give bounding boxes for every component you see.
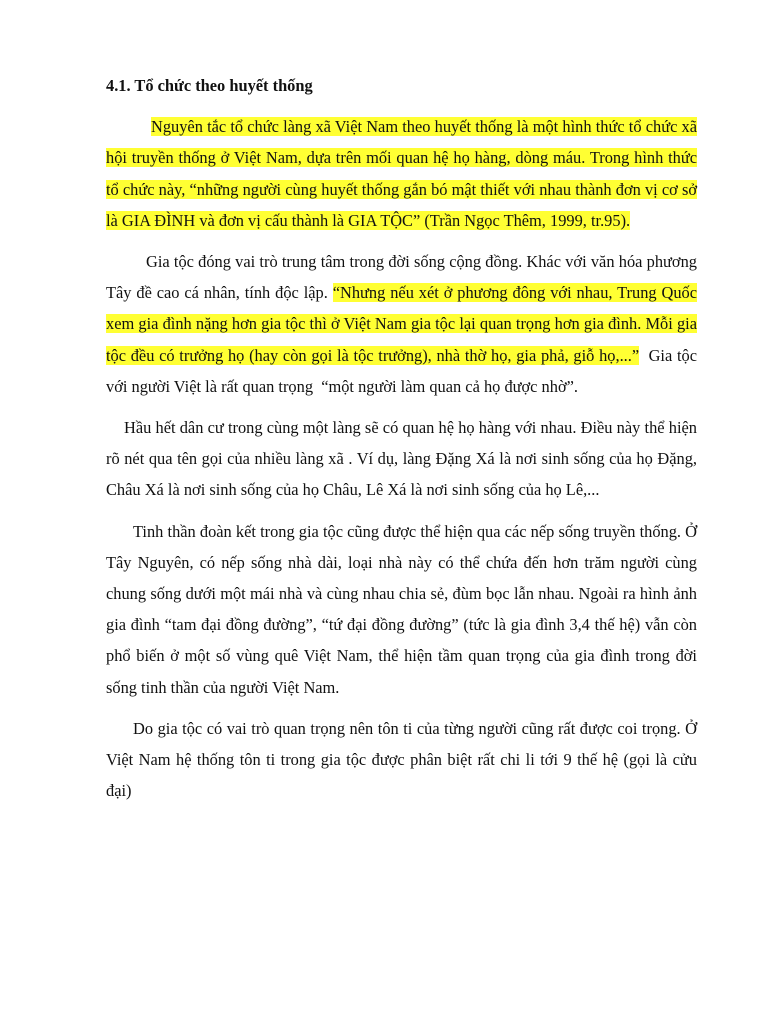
paragraph-2-intro: Gia tộc đóng vai trò trung tâm trong đời sống cộng đồng. Khác với văn hóa phương Tây đề cao cá nhân, tính độc lập. — [106, 252, 697, 303]
highlighted-text-1: Nguyên tắc tổ chức làng xã Việt Nam theo huyết thống là một hình thức tổ chức xã hội truyền thống ở Việt Nam, dựa trên mối quan hệ họ hàng, dòng máu. Trong hình thức tổ chức này, “những người cùng huyết thống gắn bó mật thiết với nhau thành đơn vị cơ sở là GIA ĐÌNH và đơn vị cấu thành là GIA TỘC” (Trần Ngọc Thêm, 1999, tr.95). — [106, 117, 697, 230]
paragraph-4: Tinh thần đoàn kết trong gia tộc cũng được thể hiện qua các nếp sống truyền thống. Ở Tây Nguyên, có nếp sống nhà dài, loại nhà này có thể chứa đến hơn trăm người cùng chung sống dưới một mái nhà và cùng nhau chia sẻ, đùm bọc lẫn nhau. Ngoài ra hình ảnh gia đình “tam đại đồng đường”, “tứ đại đồng đường” (tức là gia đình 3,4 thế hệ) vẫn còn phổ biến ở một số vùng quê Việt Nam, thể hiện tầm quan trọng của gia đình trong đời sống tinh thần của người Việt Nam. — [106, 521, 697, 697]
section-heading: 4.1. Tổ chức theo huyết thống — [106, 76, 313, 95]
document-page — [106, 70, 702, 816]
paragraph-5: Do gia tộc có vai trò quan trọng nên tôn ti của từng người cũng rất được coi trọng. Ở Việt Nam hệ thống tôn ti trong gia tộc được phân biệt rất chi li tới 9 thế hệ (gọi là cửu đại) — [106, 718, 697, 801]
paragraph-1 — [106, 111, 697, 236]
highlighted-text-2: “Nhưng nếu xét ở phương đông với nhau, Trung Quốc xem gia đình nặng hơn gia tộc thì ở Việt Nam gia tộc lại quan trọng hơn gia đình. Mỗi gia tộc đều có trưởng họ (hay còn gọi là tộc trưởng), nhà thờ họ, gia phả, giỗ họ,...” — [106, 283, 697, 365]
paragraph-3: Hầu hết dân cư trong cùng một làng sẽ có quan hệ họ hàng với nhau. Điều này thể hiện rõ nét qua tên gọi của nhiều làng xã . Ví dụ, làng Đặng Xá là nơi sinh sống của họ Đặng, Châu Xá là nơi sinh sống của họ Châu, Lê Xá là nơi sinh sống của họ Lê,... — [106, 418, 697, 500]
paragraph-2-outro: Gia tộc với người Việt là rất quan trọng “một người làm quan cả họ được nhờ”. — [106, 345, 702, 396]
paragraph-2 — [106, 246, 702, 402]
